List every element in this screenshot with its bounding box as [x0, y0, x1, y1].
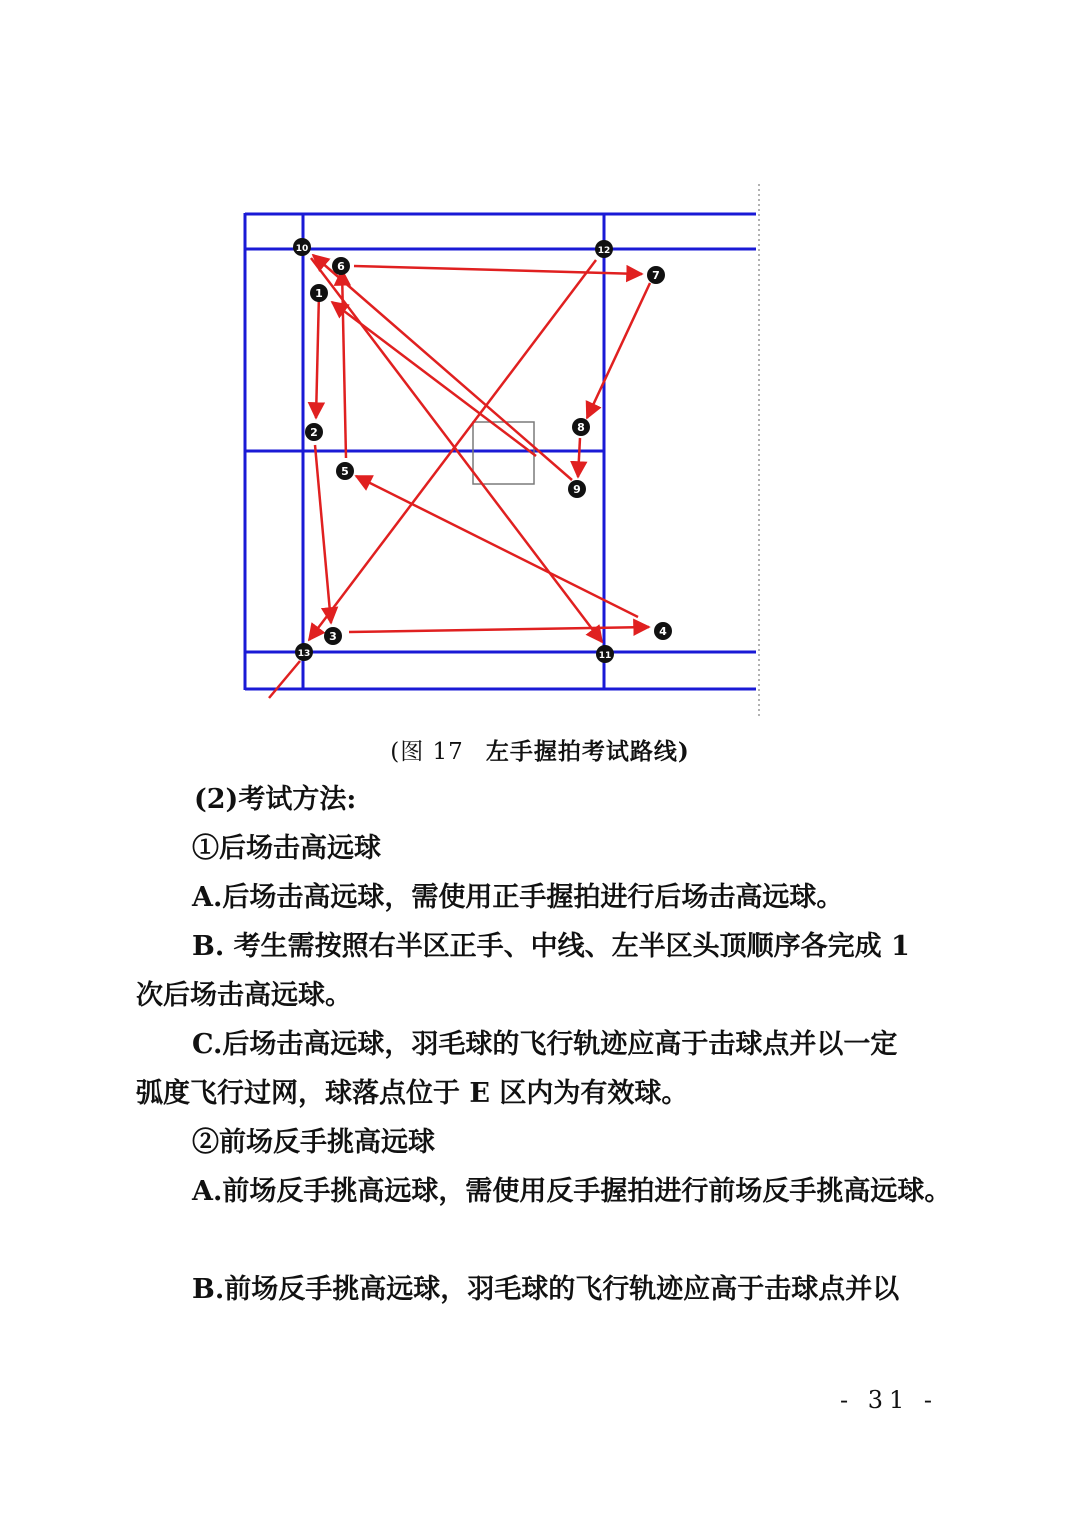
position-marker-11 [596, 645, 614, 663]
position-marker-5 [336, 462, 354, 480]
marker-label: 13 [297, 649, 311, 659]
route-arrow [315, 445, 331, 623]
paragraph-1a: A.后场击高远球，需使用正手握拍进行后场击高远球。 [192, 882, 844, 913]
marker-label: 8 [577, 421, 585, 434]
figure-caption-number: (图 17 [390, 739, 464, 765]
route-arrow [313, 255, 572, 480]
exam-route-diagram [236, 180, 776, 720]
paragraph-2a: A.前场反手挑高远球，需使用反手握拍进行前场反手挑高远球。 [192, 1176, 952, 1207]
subsection-heading-1: ①后场击高远球 [192, 833, 381, 864]
figure-caption-title: 左手握拍考试路线) [485, 738, 690, 765]
position-marker-6 [332, 257, 350, 275]
marker-label: 2 [310, 426, 318, 439]
route-arrow [316, 293, 319, 418]
marker-label: 3 [329, 630, 337, 643]
route-arrow [578, 438, 580, 477]
marker-label: 1 [315, 287, 323, 300]
position-marker-12 [595, 240, 613, 258]
route-arrow [269, 661, 300, 698]
paragraph-1c-line1: C.后场击高远球，羽毛球的飞行轨迹应高于击球点并以一定 [192, 1029, 898, 1060]
paragraph-1b-line1: B. 考生需按照右半区正手、中线、左半区头顶顺序各完成 1 [192, 931, 910, 962]
position-marker-7 [647, 266, 665, 284]
position-marker-3 [324, 627, 342, 645]
marker-label: 7 [652, 269, 660, 282]
subsection-heading-2: ②前场反手挑高远球 [192, 1127, 435, 1158]
position-marker-1 [310, 284, 328, 302]
paragraph-1b-line2: 次后场击高远球。 [136, 980, 352, 1011]
marker-label: 11 [598, 651, 612, 661]
marker-label: 12 [597, 246, 611, 256]
route-arrow [354, 266, 642, 274]
figure-caption [0, 733, 1080, 766]
paragraph-2b: B.前场反手挑高远球，羽毛球的飞行轨迹应高于击球点并以 [192, 1274, 900, 1305]
marker-label: 6 [337, 260, 345, 273]
position-marker-2 [305, 423, 323, 441]
page-number: - 31 - [840, 1386, 939, 1414]
route-arrow [587, 283, 650, 418]
section-heading-exam-method: (2)考试方法: [194, 784, 357, 815]
position-marker-9 [568, 480, 586, 498]
marker-label: 10 [295, 244, 309, 254]
route-arrow [356, 476, 638, 617]
marker-label: 9 [573, 483, 581, 496]
position-marker-10 [293, 238, 311, 256]
position-marker-13 [295, 643, 313, 661]
paragraph-1c-line2: 弧度飞行过网，球落点位于 E 区内为有效球。 [136, 1078, 689, 1109]
marker-label: 4 [659, 625, 667, 638]
position-marker-8 [572, 418, 590, 436]
position-marker-4 [654, 622, 672, 640]
marker-label: 5 [341, 465, 349, 478]
